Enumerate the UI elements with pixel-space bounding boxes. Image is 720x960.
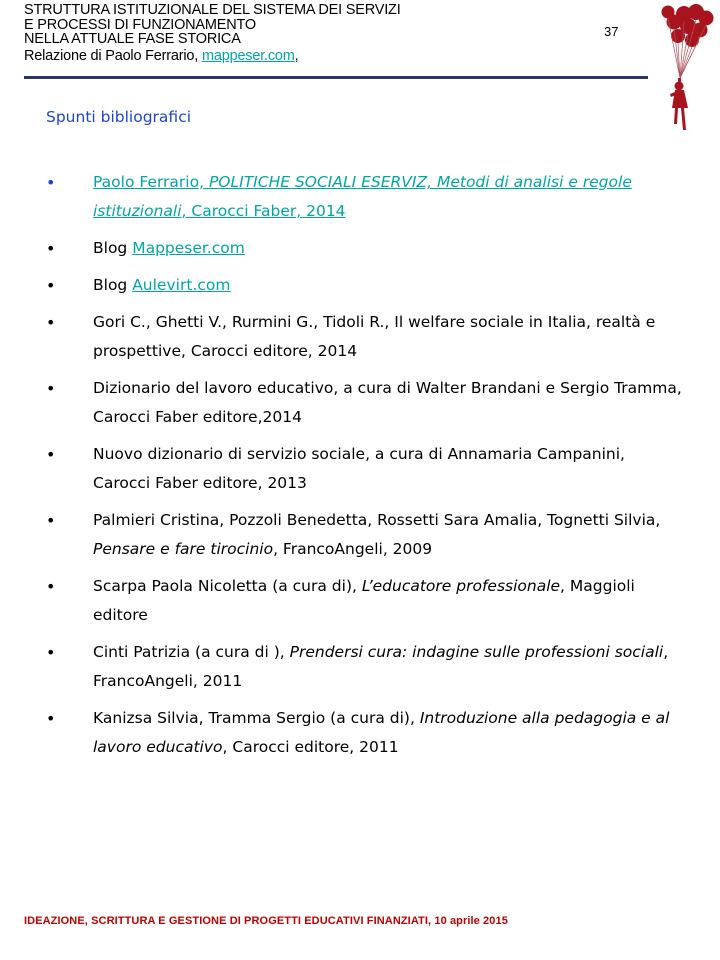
bibliography-text: Blog: [93, 276, 133, 294]
bibliography-entry: [46, 572, 686, 630]
bibliography-text: Blog: [93, 239, 133, 257]
bibliography-list: [46, 168, 686, 770]
bibliography-text: Prendersi cura: indagine sulle professioni sociali: [289, 643, 664, 661]
bullet-icon: •: [46, 643, 56, 662]
bullet-icon: •: [46, 239, 56, 258]
bibliography-entry: [46, 440, 686, 498]
bibliography-entry: [46, 704, 686, 762]
bibliography-text: Palmieri Cristina, Pozzoli Benedetta, Rossetti Sara Amalia, Tognetti Silvia,: [93, 511, 661, 529]
bibliography-text: Dizionario del lavoro educativo, a cura di Walter Brandani e Sergio Tramma, Carocci Faber editore,2014: [93, 379, 682, 426]
bibliography-link[interactable]: Mappeser.com: [132, 239, 245, 257]
bibliography-entry: [46, 638, 686, 696]
bibliography-text: Gori C., Ghetti V., Rurmini G., Tidoli R., Il welfare sociale in Italia, realtà e prospettive, Carocci editore, 2014: [93, 313, 656, 360]
header-author: [24, 49, 624, 64]
bibliography-entry: [46, 168, 686, 226]
bibliography-text: Introduzione alla pedagogia e al lavoro educativo: [93, 709, 670, 756]
page-number: 37: [604, 24, 619, 39]
bullet-icon: •: [46, 173, 56, 192]
bullet-icon: •: [46, 313, 56, 332]
author-suffix: ,: [294, 47, 299, 64]
bullet-icon: •: [46, 379, 56, 398]
bullet-icon: •: [46, 511, 56, 530]
slide-footer: IDEAZIONE, SCRITTURA E GESTIONE DI PROGETTI EDUCATIVI FINANZIATI, 10 aprile 2015: [24, 915, 508, 927]
bibliography-entry: [46, 271, 686, 300]
bibliography-entry: [46, 374, 686, 432]
header-title-line-3: NELLA ATTUALE FASE STORICA: [24, 31, 241, 47]
header-title-line-1: STRUTTURA ISTITUZIONALE DEL SISTEMA DEI SERVIZI: [24, 2, 401, 18]
bibliography-text: Scarpa Paola Nicoletta (a cura di),: [93, 577, 362, 595]
slide-header: [24, 3, 624, 63]
bibliography-link[interactable]: POLITICHE SOCIALI ESERVIZ, Metodi di analisi e regole istituzionali: [93, 173, 632, 220]
bibliography-text: Nuovo dizionario di servizio sociale, a cura di Annamaria Campanini, Carocci Faber editore, 2013: [93, 445, 625, 492]
bibliography-text: Kanizsa Silvia, Tramma Sergio (a cura di),: [93, 709, 420, 727]
bibliography-text: Pensare e fare tirocinio: [93, 540, 274, 558]
bibliography-text: Cinti Patrizia (a cura di ),: [93, 643, 290, 661]
bullet-icon: •: [46, 577, 56, 596]
bibliography-link[interactable]: Aulevirt.com: [132, 276, 231, 294]
bibliography-text: , FrancoAngeli, 2011: [93, 643, 669, 690]
bibliography-text: , Carocci editore, 2011: [222, 738, 399, 756]
bullet-icon: •: [46, 445, 56, 464]
author-prefix: Relazione di Paolo Ferrario,: [24, 47, 202, 64]
header-divider: [24, 76, 648, 79]
bibliography-text: , Maggioli editore: [93, 577, 635, 624]
bibliography-link[interactable]: , Carocci Faber, 2014: [181, 202, 346, 220]
bibliography-text: , FrancoAngeli, 2009: [273, 540, 433, 558]
bibliography-entry: [46, 308, 686, 366]
bullet-icon: •: [46, 709, 56, 728]
girl-with-balloons-icon: [648, 0, 720, 136]
header-title-line-2: E PROCESSI DI FUNZIONAMENTO: [24, 16, 256, 33]
bibliography-text: L’educatore professionale: [361, 577, 561, 595]
bibliography-link[interactable]: Paolo Ferrario,: [93, 173, 209, 191]
bibliography-entry: [46, 506, 686, 564]
bullet-icon: •: [46, 276, 56, 295]
author-link[interactable]: mappeser.com: [201, 47, 295, 64]
section-title: Spunti bibliografici: [46, 108, 192, 126]
bibliography-entry: [46, 234, 686, 263]
